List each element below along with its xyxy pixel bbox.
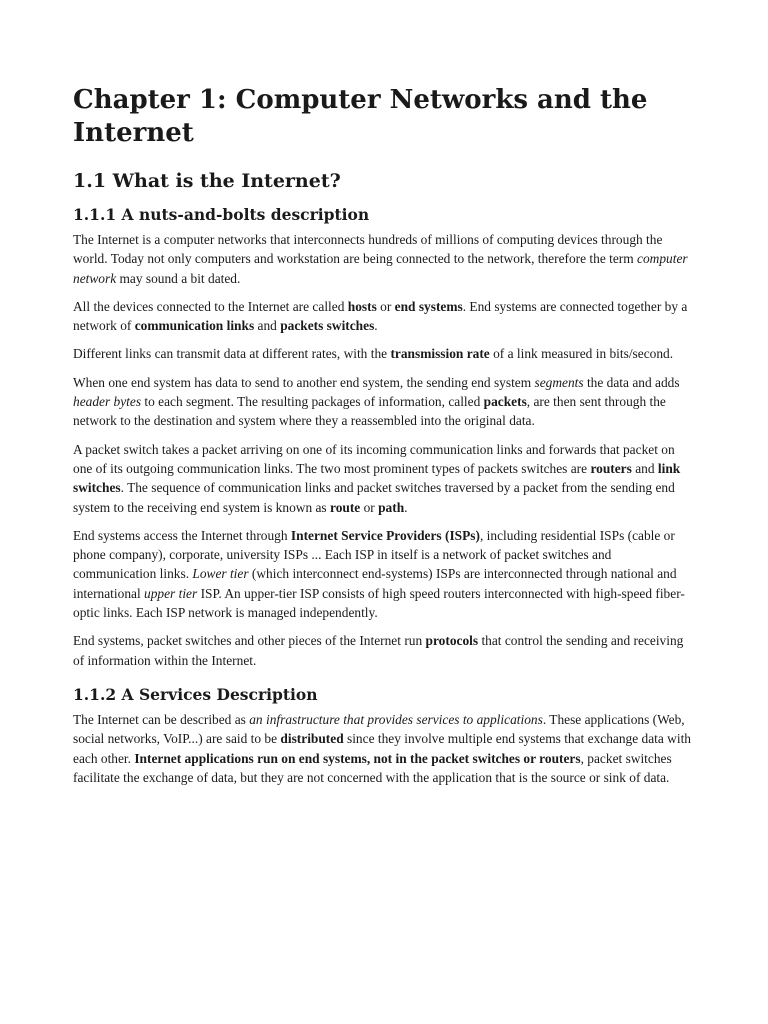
bold-term: communication links bbox=[134, 318, 255, 334]
text-run: . The sequence of communication links and packet switches traversed by a packet from the sending end system to the receiving end system is known as bbox=[73, 480, 675, 515]
document-page bbox=[73, 84, 697, 796]
section-heading-1-1: 1.1 What is the Internet? bbox=[73, 170, 341, 192]
text-run: , packet switches facilitate the exchange of data, but they are not concerned with the application that is the source or sink of data. bbox=[73, 750, 672, 785]
text-run: When one end system has data to send to another end system, the sending end system bbox=[73, 374, 535, 390]
bold-term: distributed bbox=[280, 731, 344, 747]
text-run: End systems, packet switches and other pieces of the Internet run bbox=[73, 633, 426, 649]
text-run: . End systems are connected together by a network of bbox=[73, 298, 688, 334]
text-run: of a link measured in bits/second. bbox=[489, 346, 674, 362]
bold-term: Internet Service Providers (ISPs) bbox=[290, 527, 480, 543]
text-run: since they involve multiple end systems that exchange data with each other. bbox=[73, 731, 691, 766]
paragraph-services bbox=[73, 710, 697, 787]
paragraph-isps bbox=[73, 526, 697, 622]
text-run: and bbox=[631, 460, 658, 476]
bold-term: route bbox=[330, 499, 361, 515]
emphasis-text: computer network bbox=[73, 251, 688, 286]
text-run: A packet switch takes a packet arriving on one of its incoming communication links and forwards that packet on one of its outgoing communication links. The two most prominent types of packets switches are bbox=[73, 441, 675, 476]
text-run: to each segment. The resulting packages of information, called bbox=[141, 394, 484, 410]
emphasis-text: upper tier bbox=[144, 585, 198, 601]
text-run: (which interconnect end-systems) ISPs are interconnected through national and international bbox=[73, 566, 677, 601]
paragraph-transmission-rate bbox=[73, 344, 697, 363]
emphasis-text: Lower tier bbox=[192, 566, 249, 582]
emphasis-text: an infrastructure that provides services to applications bbox=[249, 711, 543, 727]
bold-term: protocols bbox=[425, 633, 479, 649]
text-run: , are then sent through the network to the destination and system where they a reassembled into the original data. bbox=[73, 394, 666, 429]
paragraph-internet-definition bbox=[73, 230, 697, 288]
text-run: and bbox=[254, 318, 281, 334]
subsection-heading-1-1-2: 1.1.2 A Services Description bbox=[73, 684, 318, 704]
bold-term: Internet applications run on end systems, not in the packet switches or routers bbox=[134, 750, 581, 766]
text-run: . These applications (Web, social networks, VoIP...) are said to be bbox=[73, 711, 685, 747]
text-run: . bbox=[374, 318, 378, 334]
bold-term: link switches bbox=[73, 460, 681, 496]
text-run: or bbox=[360, 499, 379, 515]
bold-term: packets bbox=[483, 394, 527, 410]
text-run: , including residential ISPs (cable or phone company), corporate, university ISPs ... Each ISP in itself is a network of packet switches and communication links. bbox=[73, 527, 675, 582]
bold-term: routers bbox=[590, 460, 632, 476]
text-run: or bbox=[376, 298, 395, 314]
text-run: that control the sending and receiving of information within the Internet. bbox=[73, 633, 684, 668]
text-run: . bbox=[404, 499, 408, 515]
paragraph-protocols bbox=[73, 631, 697, 670]
bold-term: hosts bbox=[347, 298, 377, 314]
emphasis-text: header bytes bbox=[73, 394, 142, 410]
bold-term: end systems bbox=[394, 298, 463, 314]
text-run: End systems access the Internet through bbox=[73, 527, 291, 543]
paragraph-packets bbox=[73, 373, 697, 431]
bold-term: transmission rate bbox=[390, 346, 490, 362]
text-run: the data and adds bbox=[583, 374, 680, 390]
paragraph-packet-switch bbox=[73, 440, 697, 517]
chapter-title: Chapter 1: Computer Networks and the Internet bbox=[73, 85, 648, 148]
subsection-heading-1-1-1: 1.1.1 A nuts-and-bolts description bbox=[73, 205, 370, 224]
emphasis-text: segments bbox=[534, 374, 584, 390]
text-run: All the devices connected to the Internet are called bbox=[73, 298, 348, 314]
bold-term: packets switches bbox=[280, 318, 375, 334]
text-run: The Internet is a computer networks that interconnects hundreds of millions of computing devices through the world. Today not only computers and workstation are being connected to the network, therefore the term bbox=[73, 232, 663, 267]
text-run: The Internet can be described as bbox=[73, 711, 250, 727]
text-run: may sound a bit dated. bbox=[116, 270, 241, 286]
paragraph-hosts bbox=[73, 297, 697, 336]
bold-term: path bbox=[378, 499, 405, 515]
text-run: Different links can transmit data at different rates, with the bbox=[73, 346, 391, 362]
text-run: ISP. An upper-tier ISP consists of high speed routers interconnected with high-speed fiber-optic links. Each ISP network is managed independently. bbox=[73, 585, 685, 621]
